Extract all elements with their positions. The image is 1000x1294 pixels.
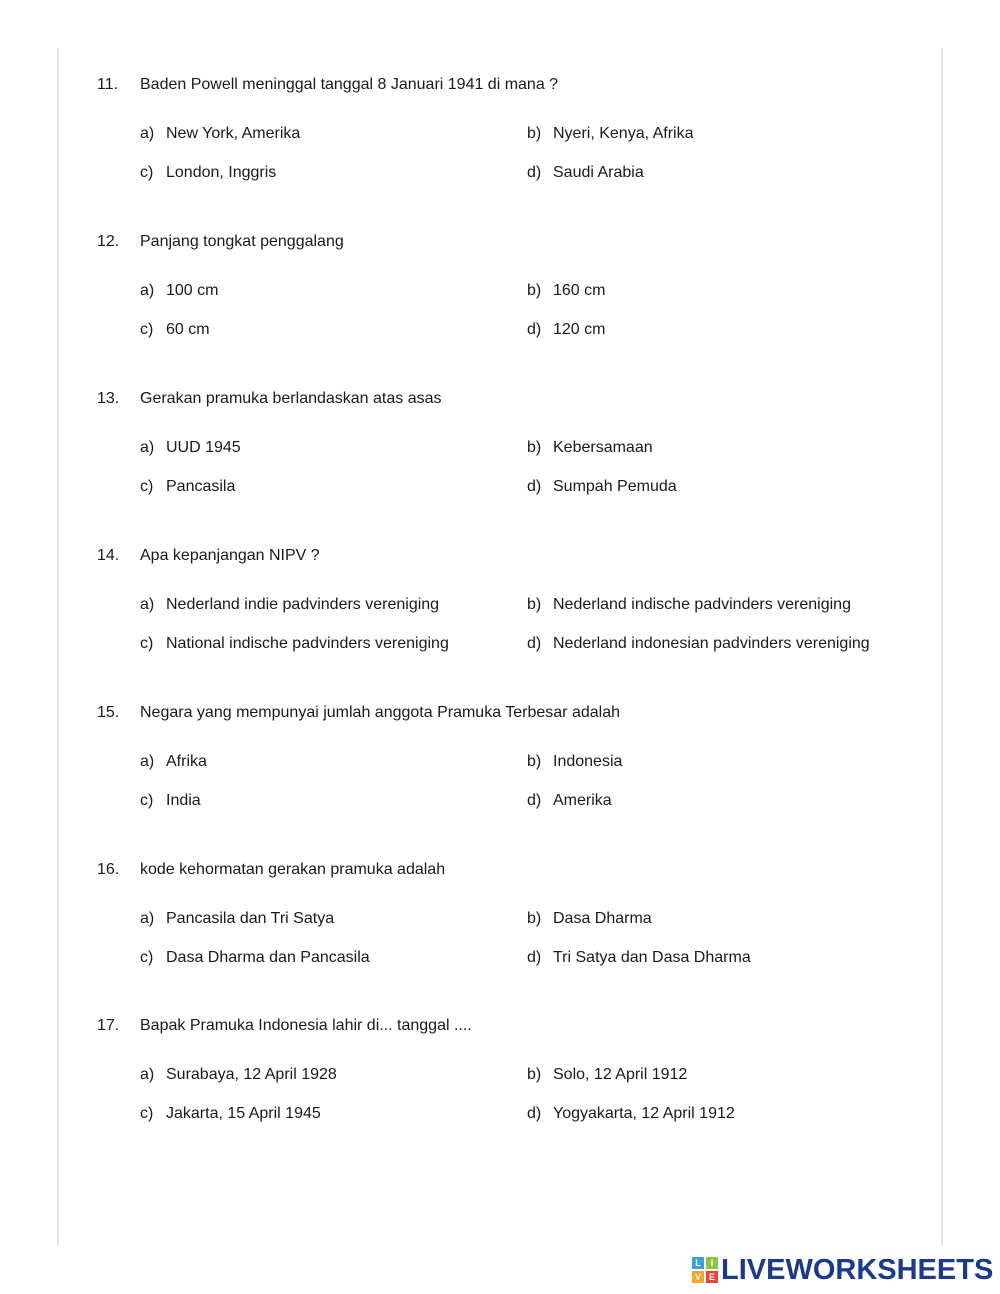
option-letter: d) xyxy=(527,321,542,338)
option-letter: b) xyxy=(527,910,542,927)
question-number: 15. xyxy=(97,704,120,721)
question-14 xyxy=(0,546,1000,686)
question-number: 13. xyxy=(97,390,120,407)
question-12 xyxy=(0,232,1000,372)
option-letter: c) xyxy=(140,949,154,966)
option-text: Sumpah Pemuda xyxy=(553,478,677,495)
liveworksheets-logo xyxy=(692,1253,993,1287)
question-16 xyxy=(0,860,1000,1000)
option-text: India xyxy=(166,792,201,809)
option-d[interactable] xyxy=(527,320,605,340)
icon-letter-i: I xyxy=(706,1257,718,1269)
option-b[interactable] xyxy=(527,1065,687,1085)
option-letter: b) xyxy=(527,125,542,142)
option-a[interactable] xyxy=(140,909,334,929)
question-11 xyxy=(0,75,1000,215)
option-a[interactable] xyxy=(140,595,439,615)
question-number: 16. xyxy=(97,861,120,878)
icon-letter-e: E xyxy=(706,1271,718,1283)
option-text: Tri Satya dan Dasa Dharma xyxy=(553,949,751,966)
option-letter: d) xyxy=(527,949,542,966)
icon-letter-v: V xyxy=(692,1271,704,1283)
option-d[interactable] xyxy=(527,948,751,968)
option-text: Pancasila xyxy=(166,478,236,495)
option-text: Solo, 12 April 1912 xyxy=(553,1066,688,1083)
question-number: 11. xyxy=(97,76,119,93)
option-text: Dasa Dharma dan Pancasila xyxy=(166,949,370,966)
option-a[interactable] xyxy=(140,752,207,772)
question-13 xyxy=(0,389,1000,529)
liveworksheets-icon xyxy=(692,1257,718,1283)
option-letter: a) xyxy=(140,439,155,456)
option-text: Nederland indische padvinders vereniging xyxy=(553,596,851,613)
option-text: Indonesia xyxy=(553,753,623,770)
option-letter: c) xyxy=(140,321,154,338)
brand-name: LIVEWORKSHEETS xyxy=(721,1254,994,1286)
question-number: 17. xyxy=(97,1017,120,1034)
question-text: Negara yang mempunyai jumlah anggota Pramuka Terbesar adalah xyxy=(140,704,620,721)
option-text: Amerika xyxy=(553,792,612,809)
option-c[interactable] xyxy=(140,1104,321,1124)
option-c[interactable] xyxy=(140,163,276,183)
option-letter: d) xyxy=(527,478,542,495)
option-a[interactable] xyxy=(140,1065,337,1085)
question-text: Baden Powell meninggal tanggal 8 Januari 1941 di mana ? xyxy=(140,76,559,93)
option-b[interactable] xyxy=(527,909,652,929)
option-b[interactable] xyxy=(527,595,851,615)
question-text: Bapak Pramuka Indonesia lahir di... tanggal .... xyxy=(140,1017,472,1034)
option-c[interactable] xyxy=(140,477,235,497)
option-letter: a) xyxy=(140,910,155,927)
option-letter: d) xyxy=(527,164,542,181)
option-letter: a) xyxy=(140,1066,155,1083)
option-letter: b) xyxy=(527,596,542,613)
option-b[interactable] xyxy=(527,438,653,458)
option-text: Afrika xyxy=(166,753,207,770)
option-letter: d) xyxy=(527,792,542,809)
question-text: kode kehormatan gerakan pramuka adalah xyxy=(140,861,446,878)
option-b[interactable] xyxy=(527,752,622,772)
option-d[interactable] xyxy=(527,477,677,497)
option-letter: c) xyxy=(140,478,154,495)
option-text: Saudi Arabia xyxy=(553,164,644,181)
option-text: 120 cm xyxy=(553,321,606,338)
option-text: Kebersamaan xyxy=(553,439,653,456)
option-text: Pancasila dan Tri Satya xyxy=(166,910,335,927)
option-text: 160 cm xyxy=(553,282,606,299)
option-text: 100 cm xyxy=(166,282,219,299)
option-text: Nederland indonesian padvinders vereniging xyxy=(553,635,870,652)
option-d[interactable] xyxy=(527,163,644,183)
option-letter: d) xyxy=(527,1105,542,1122)
option-text: UUD 1945 xyxy=(166,439,241,456)
option-letter: c) xyxy=(140,1105,154,1122)
question-text: Gerakan pramuka berlandaskan atas asas xyxy=(140,390,442,407)
option-text: Dasa Dharma xyxy=(553,910,652,927)
question-number: 14. xyxy=(97,547,120,564)
option-letter: b) xyxy=(527,1066,542,1083)
option-d[interactable] xyxy=(527,1104,735,1124)
option-text: Surabaya, 12 April 1928 xyxy=(166,1066,337,1083)
option-text: 60 cm xyxy=(166,321,210,338)
option-text: New York, Amerika xyxy=(166,125,301,142)
option-a[interactable] xyxy=(140,281,218,301)
option-b[interactable] xyxy=(527,124,694,144)
option-text: National indische padvinders vereniging xyxy=(166,635,449,652)
option-letter: c) xyxy=(140,164,154,181)
option-letter: c) xyxy=(140,792,154,809)
option-letter: c) xyxy=(140,635,154,652)
question-17 xyxy=(0,1016,1000,1156)
question-text: Panjang tongkat penggalang xyxy=(140,233,344,250)
option-text: London, Inggris xyxy=(166,164,277,181)
option-letter: a) xyxy=(140,125,155,142)
option-a[interactable] xyxy=(140,438,241,458)
option-b[interactable] xyxy=(527,281,605,301)
option-letter: b) xyxy=(527,282,542,299)
option-letter: a) xyxy=(140,596,155,613)
option-letter: a) xyxy=(140,753,155,770)
option-c[interactable] xyxy=(140,320,210,340)
option-c[interactable] xyxy=(140,634,449,654)
option-text: Nyeri, Kenya, Afrika xyxy=(553,125,694,142)
option-d[interactable] xyxy=(527,791,612,811)
question-15 xyxy=(0,703,1000,843)
option-text: Yogyakarta, 12 April 1912 xyxy=(553,1105,735,1122)
option-letter: b) xyxy=(527,753,542,770)
option-letter: b) xyxy=(527,439,542,456)
option-letter: d) xyxy=(527,635,542,652)
option-c[interactable] xyxy=(140,791,201,811)
question-number: 12. xyxy=(97,233,120,250)
option-text: Jakarta, 15 April 1945 xyxy=(166,1105,321,1122)
option-text: Nederland indie padvinders vereniging xyxy=(166,596,440,613)
option-letter: a) xyxy=(140,282,155,299)
question-text: Apa kepanjangan NIPV ? xyxy=(140,547,320,564)
icon-letter-l: L xyxy=(692,1257,704,1269)
option-c[interactable] xyxy=(140,948,370,968)
option-d[interactable] xyxy=(527,634,870,654)
option-a[interactable] xyxy=(140,124,300,144)
